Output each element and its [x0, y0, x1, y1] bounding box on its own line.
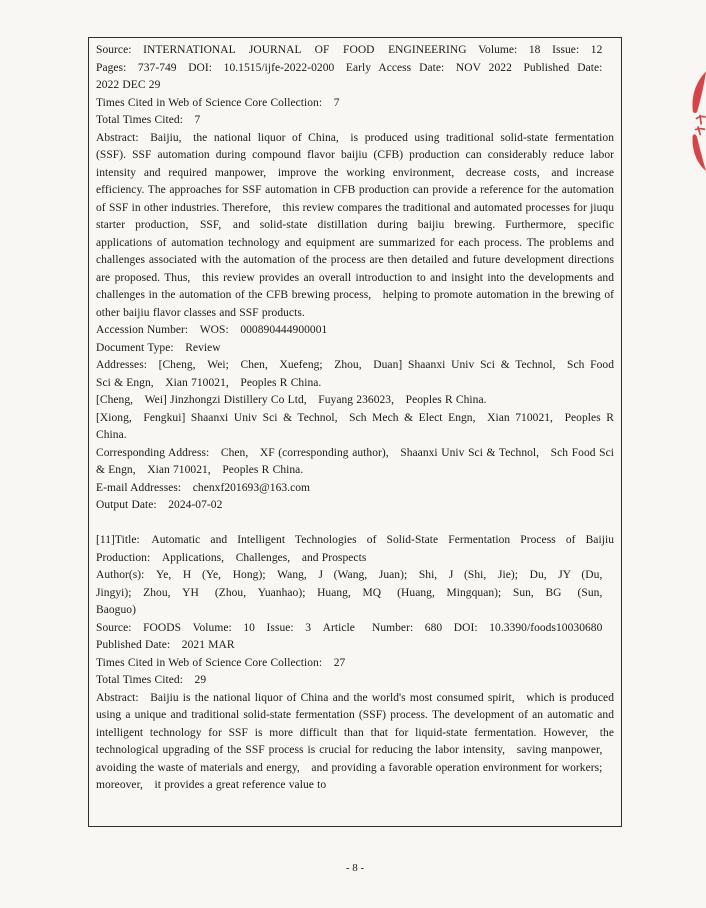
text-paragraph: Total Times Cited: 7 — [96, 114, 201, 126]
text-paragraph: Corresponding Address: Chen, XF (corresponding author), Shaanxi Univ Sci & Technol, Sch Food Sci & Engn, Xian 710021, Peoples R China. — [96, 446, 614, 476]
text-paragraph: [11]Title: Automatic and Intelligent Technologies of Solid-State Fermentation Process of Baijiu Production: Applications, Challenges, and Prospects — [96, 534, 614, 564]
text-paragraph: Source: FOODS Volume: 10 Issue: 3 Article Number: 680 DOI: 10.3390/foods10030680 Published Date: 2021 MAR — [96, 621, 614, 651]
text-paragraph: Abstract: Baijiu, the national liquor of China, is produced using traditional solid-state fermentation (SSF). SSF automation during compound flavor baijiu (CFB) production can considerably reduce labor intensity and required manpower, improve the working environment, decrease costs, and increase efficiency. The approaches for SSF automation in CFB production can provide a reference for the automation of SSF in other industries. Therefore, this review compares the traditional and automated processes for jiuqu starter production, SSF, and solid-state distillation during baijiu brewing. Furthermore, specific applications of automation technology and equipment are summarized for each process. The problems and challenges associated with the automation of the process are then detailed and future development directions are proposed. Thus, this review provides an overall introduction to and insight into the developments and challenges in the automation of the CFB brewing process, helping to promote automation in the brewing of other baijiu flavor classes and SSF products. — [96, 131, 614, 319]
text-paragraph: Output Date: 2024-07-02 — [96, 499, 223, 511]
text-paragraph: Times Cited in Web of Science Core Collection: 7 — [96, 96, 340, 109]
text-paragraph: [Cheng, Wei] Jinzhongzi Distillery Co Ltd, Fuyang 236023, Peoples R China. — [96, 394, 487, 406]
record-11 — [96, 532, 614, 795]
text-paragraph: Total Times Cited: 29 — [96, 674, 207, 686]
text-paragraph: Document Type: Review — [96, 341, 221, 354]
record-continued — [96, 42, 614, 515]
record-box — [88, 37, 622, 827]
text-paragraph: Author(s): Ye, H (Ye, Hong); Wang, J (Wang, Juan); Shi, J (Shi, Jie); Du, JY (Du, Jingyi); Zhou, YH (Zhou, Yuanhao); Huang, MQ (Huang, Mingquan); Sun, BG (Sun, Baoguo) — [96, 569, 614, 616]
text-paragraph: Times Cited in Web of Science Core Collection: 27 — [96, 656, 346, 669]
text-paragraph: [Xiong, Fengkui] Shaanxi Univ Sci & Technol, Sch Mech & Elect Engn, Xian 710021, Peoples R China. — [96, 411, 614, 441]
text-paragraph: Accession Number: WOS: 000890444900001 — [96, 324, 328, 336]
text-paragraph: E-mail Addresses: chenxf201693@163.com — [96, 481, 311, 494]
page-number: - 8 - — [345, 862, 365, 874]
text-paragraph: Source: INTERNATIONAL JOURNAL OF FOOD ENGINEERING Volume: 18 Issue: 12 Pages: 737-749 DOI: 10.1515/ijfe-2022-0200 Early Access Date: NOV 2022 Published Date: 2022 DEC 29 — [96, 44, 614, 91]
red-seal-stamp-icon — [684, 70, 706, 172]
text-paragraph: Addresses: [Cheng, Wei; Chen, Xuefeng; Zhou, Duan] Shaanxi Univ Sci & Technol, Sch Food Sci & Engn, Xian 710021, Peoples R China. — [96, 359, 614, 389]
text-paragraph: Abstract: Baijiu is the national liquor of China and the world's most consumed spirit, which is produced using a unique and traditional solid-state fermentation (SSF) process. The development of an automatic and intelligent technology for SSF is more difficult than that for liquid-state fermentation. However, the technological upgrading of the SSF process is crucial for reducing the labor intensity, saving manpower, avoiding the waste of materials and energy, and providing a favorable operation environment for workers; moreover, it provides a great reference value to — [96, 691, 614, 791]
